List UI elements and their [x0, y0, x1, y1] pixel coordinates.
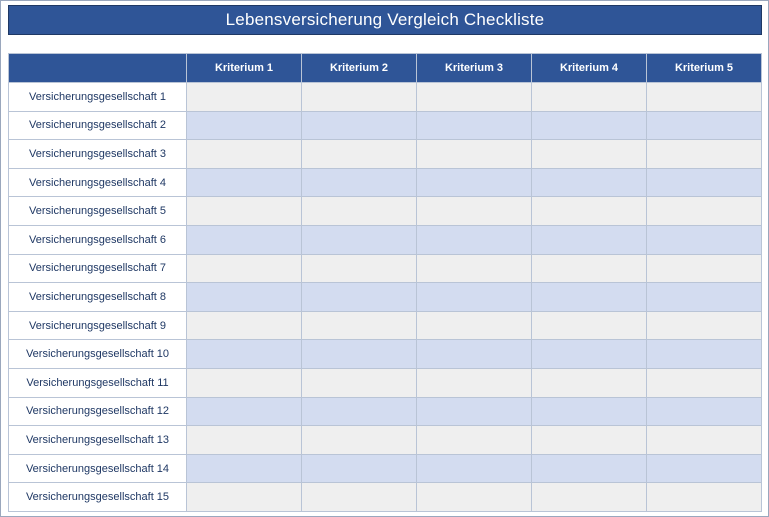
- table-cell[interactable]: [532, 368, 647, 397]
- table-cell[interactable]: [532, 340, 647, 369]
- table-cell[interactable]: [302, 140, 417, 169]
- table-row: [9, 397, 762, 426]
- table-cell[interactable]: [417, 197, 532, 226]
- table-cell[interactable]: [187, 368, 302, 397]
- row-label: Versicherungsgesellschaft 7: [9, 254, 187, 283]
- table-header: [9, 54, 762, 83]
- document-title-bar: [8, 5, 762, 35]
- table-cell[interactable]: [187, 483, 302, 512]
- row-label: Versicherungsgesellschaft 10: [9, 340, 187, 369]
- row-label: Versicherungsgesellschaft 9: [9, 311, 187, 340]
- table-cell[interactable]: [417, 340, 532, 369]
- table-cell[interactable]: [532, 311, 647, 340]
- table-cell[interactable]: [302, 111, 417, 140]
- table-cell[interactable]: [647, 340, 762, 369]
- table-cell[interactable]: [302, 368, 417, 397]
- table-cell[interactable]: [532, 426, 647, 455]
- table-row: [9, 311, 762, 340]
- row-label: Versicherungsgesellschaft 3: [9, 140, 187, 169]
- table-cell[interactable]: [187, 454, 302, 483]
- column-header-kriterium-1: Kriterium 1: [187, 54, 302, 83]
- table-cell[interactable]: [647, 426, 762, 455]
- table-cell[interactable]: [417, 111, 532, 140]
- table-cell[interactable]: [417, 283, 532, 312]
- table-cell[interactable]: [647, 168, 762, 197]
- table-cell[interactable]: [532, 483, 647, 512]
- table-cell[interactable]: [302, 483, 417, 512]
- table-row: [9, 140, 762, 169]
- table-cell[interactable]: [302, 454, 417, 483]
- table-cell[interactable]: [647, 140, 762, 169]
- table-cell[interactable]: [532, 397, 647, 426]
- table-cell[interactable]: [302, 197, 417, 226]
- table-cell[interactable]: [532, 168, 647, 197]
- comparison-table: [8, 53, 762, 512]
- table-cell[interactable]: [647, 111, 762, 140]
- row-label: Versicherungsgesellschaft 15: [9, 483, 187, 512]
- table-cell[interactable]: [187, 340, 302, 369]
- table-row: [9, 483, 762, 512]
- table-cell[interactable]: [647, 483, 762, 512]
- table-cell[interactable]: [417, 254, 532, 283]
- table-cell[interactable]: [417, 368, 532, 397]
- table-corner-cell: [9, 54, 187, 83]
- table-cell[interactable]: [187, 225, 302, 254]
- table-cell[interactable]: [417, 168, 532, 197]
- table-cell[interactable]: [187, 426, 302, 455]
- table-row: [9, 340, 762, 369]
- table-cell[interactable]: [187, 140, 302, 169]
- table-cell[interactable]: [417, 483, 532, 512]
- table-row: [9, 454, 762, 483]
- row-label: Versicherungsgesellschaft 4: [9, 168, 187, 197]
- table-cell[interactable]: [187, 197, 302, 226]
- table-cell[interactable]: [187, 111, 302, 140]
- table-row: [9, 83, 762, 112]
- table-row: [9, 168, 762, 197]
- table-cell[interactable]: [532, 140, 647, 169]
- table-cell[interactable]: [417, 426, 532, 455]
- table-cell[interactable]: [187, 254, 302, 283]
- table-cell[interactable]: [417, 140, 532, 169]
- table-cell[interactable]: [302, 168, 417, 197]
- table-cell[interactable]: [647, 197, 762, 226]
- table-cell[interactable]: [302, 83, 417, 112]
- table-cell[interactable]: [302, 397, 417, 426]
- column-header-kriterium-5: Kriterium 5: [647, 54, 762, 83]
- column-header-kriterium-4: Kriterium 4: [532, 54, 647, 83]
- table-cell[interactable]: [187, 83, 302, 112]
- table-cell[interactable]: [187, 311, 302, 340]
- table-cell[interactable]: [647, 283, 762, 312]
- row-label: Versicherungsgesellschaft 1: [9, 83, 187, 112]
- table-cell[interactable]: [647, 397, 762, 426]
- row-label: Versicherungsgesellschaft 11: [9, 368, 187, 397]
- table-cell[interactable]: [417, 397, 532, 426]
- table-cell[interactable]: [302, 426, 417, 455]
- table-cell[interactable]: [532, 111, 647, 140]
- table-cell[interactable]: [417, 225, 532, 254]
- table-cell[interactable]: [302, 254, 417, 283]
- table-cell[interactable]: [532, 283, 647, 312]
- table-cell[interactable]: [647, 454, 762, 483]
- table-cell[interactable]: [417, 83, 532, 112]
- row-label: Versicherungsgesellschaft 6: [9, 225, 187, 254]
- table-cell[interactable]: [532, 83, 647, 112]
- table-cell[interactable]: [647, 368, 762, 397]
- table-row: [9, 368, 762, 397]
- table-row: [9, 254, 762, 283]
- row-label: Versicherungsgesellschaft 5: [9, 197, 187, 226]
- column-header-kriterium-3: Kriterium 3: [417, 54, 532, 83]
- table-cell[interactable]: [647, 254, 762, 283]
- column-header-kriterium-2: Kriterium 2: [302, 54, 417, 83]
- row-label: Versicherungsgesellschaft 13: [9, 426, 187, 455]
- row-label: Versicherungsgesellschaft 14: [9, 454, 187, 483]
- table-cell[interactable]: [187, 168, 302, 197]
- table-body: [9, 83, 762, 512]
- table-cell[interactable]: [532, 197, 647, 226]
- page-title: Lebensversicherung Vergleich Checkliste: [225, 10, 545, 29]
- table-cell[interactable]: [532, 454, 647, 483]
- table-row: [9, 283, 762, 312]
- table-cell[interactable]: [302, 283, 417, 312]
- table-row: [9, 426, 762, 455]
- table-row: [9, 111, 762, 140]
- table-cell[interactable]: [647, 83, 762, 112]
- table-cell[interactable]: [302, 340, 417, 369]
- table-cell[interactable]: [187, 283, 302, 312]
- table-row: [9, 197, 762, 226]
- table-cell[interactable]: [647, 225, 762, 254]
- row-label: Versicherungsgesellschaft 12: [9, 397, 187, 426]
- table-cell[interactable]: [647, 311, 762, 340]
- table-cell[interactable]: [417, 311, 532, 340]
- row-label: Versicherungsgesellschaft 8: [9, 283, 187, 312]
- table-cell[interactable]: [417, 454, 532, 483]
- table-cell[interactable]: [302, 225, 417, 254]
- table-row: [9, 225, 762, 254]
- table-cell[interactable]: [532, 254, 647, 283]
- table-cell[interactable]: [187, 397, 302, 426]
- table-header-row: [9, 54, 762, 83]
- row-label: Versicherungsgesellschaft 2: [9, 111, 187, 140]
- table-cell[interactable]: [302, 311, 417, 340]
- table-cell[interactable]: [532, 225, 647, 254]
